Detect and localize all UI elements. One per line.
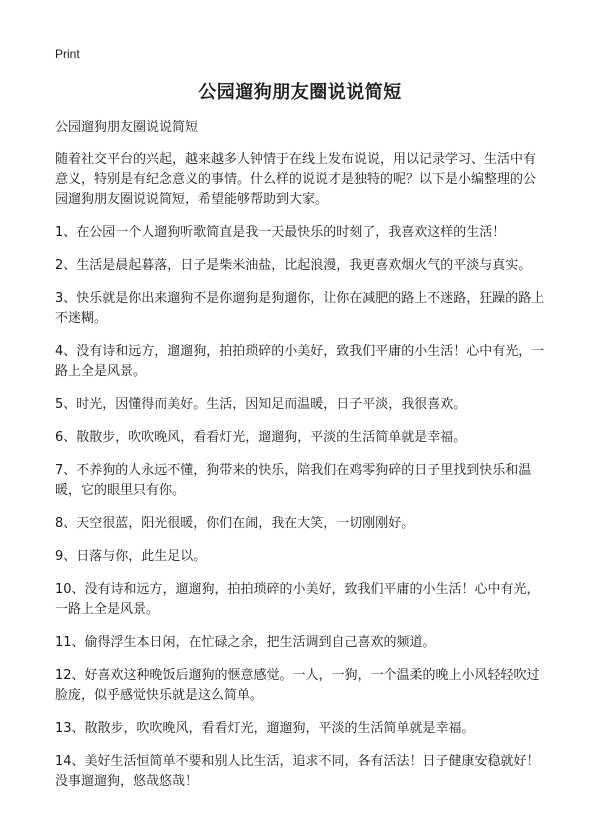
list-item: 8、天空很蓝，阳光很暖，你们在闹，我在大笑，一切刚刚好。 bbox=[55, 516, 415, 531]
list-item: 4、没有诗和远方，遛遛狗，拍拍琐碎的小美好，致我们平庸的小生活！心中有光，一路上全是风景。 bbox=[55, 344, 545, 379]
article-body bbox=[55, 118, 545, 805]
list-item: 10、没有诗和远方，遛遛狗，拍拍琐碎的小美好，致我们平庸的小生活！心中有光，一路上全是风景。 bbox=[55, 582, 540, 617]
list-item: 9、日落与你，此生足以。 bbox=[55, 549, 207, 564]
list-item: 1、在公园一个人遛狗听歌简直是我一天最快乐的时刻了，我喜欢这样的生活！ bbox=[55, 225, 506, 240]
list-item: 3、快乐就是你出来遛狗不是你遛狗是狗遛你，让你在减肥的路上不迷路，狂躁的路上不迷糊。 bbox=[55, 291, 545, 326]
list-item: 7、不养狗的人永远不懂，狗带来的快乐，陪我们在鸡零狗碎的日子里找到快乐和温暖，它的眼里只有你。 bbox=[55, 463, 532, 498]
list-item: 2、生活是晨起暮落，日子是柴米油盐，比起浪漫，我更喜欢烟火气的平淡与真实。 bbox=[55, 258, 532, 273]
list-item: 5、时光，因懂得而美好。生活，因知足而温暖，日子平淡，我很喜欢。 bbox=[55, 397, 467, 412]
print-link[interactable]: Print bbox=[55, 47, 80, 61]
article-intro: 随着社交平台的兴起，越来越多人钟情于在线上发布说说，用以记录学习、生活中有意义，特别是有纪念意义的事情。什么样的说说才是独特的呢？以下是小编整理的公园遛狗朋友圈说说简短，希望能够帮助到大家。 bbox=[55, 152, 537, 207]
list-item: 14、美好生活恒简单不要和别人比生活，追求不同，各有活法！日子健康安稳就好！没事遛遛狗，悠哉悠哉！ bbox=[55, 754, 540, 789]
page-title: 公园遛狗朋友圈说说简短 bbox=[198, 82, 402, 103]
list-item: 6、散散步，吹吹晚风，看看灯光，遛遛狗，平淡的生活简单就是幸福。 bbox=[55, 430, 467, 445]
list-item: 12、好喜欢这种晚饭后遛狗的惬意感觉。一人，一狗，一个温柔的晚上小风轻轻吹过脸庞，似乎感觉快乐就是这么简单。 bbox=[55, 668, 540, 703]
list-item: 11、偷得浮生本日闲，在忙碌之余，把生活调到自己喜欢的频道。 bbox=[55, 635, 436, 650]
list-item: 13、散散步，吹吹晚风，看看灯光，遛遛狗，平淡的生活简单就是幸福。 bbox=[55, 721, 475, 736]
article-subtitle: 公园遛狗朋友圈说说简短 bbox=[55, 120, 199, 135]
